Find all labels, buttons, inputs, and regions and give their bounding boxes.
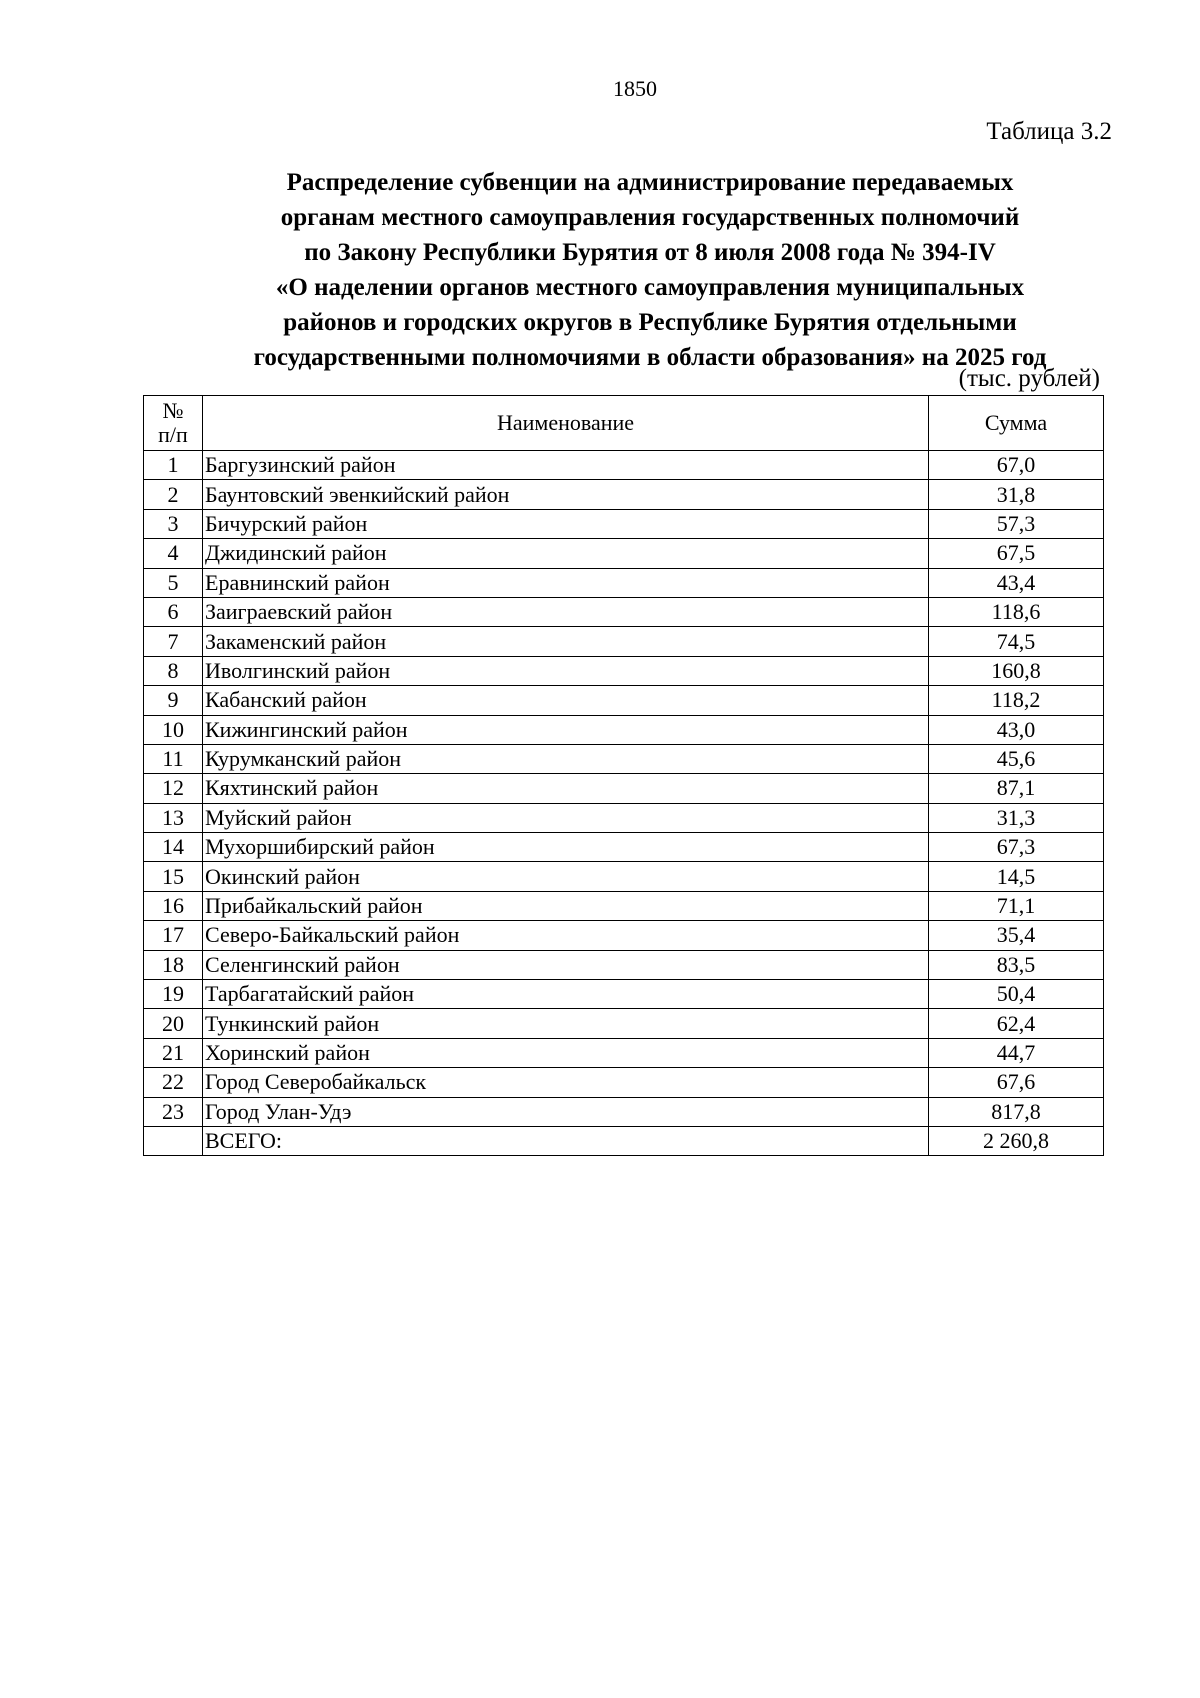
table-row [144,656,1104,685]
table-row [144,509,1104,538]
table-row [144,686,1104,715]
table-row [144,627,1104,656]
table-row [144,1038,1104,1067]
row-num: 6 [144,597,203,626]
row-name: Баунтовский эвенкийский район [203,480,929,509]
header-num [144,396,203,451]
table-row [144,862,1104,891]
row-sum: 118,2 [929,686,1104,715]
total-sum: 2 260,8 [929,1126,1104,1155]
row-sum: 67,6 [929,1068,1104,1097]
title-line: Распределение субвенции на администрирование передаваемых [286,169,1014,196]
table-row [144,744,1104,773]
table-total-row [144,1126,1104,1155]
row-num: 18 [144,950,203,979]
row-sum: 817,8 [929,1097,1104,1126]
table-row [144,774,1104,803]
row-num: 20 [144,1009,203,1038]
row-name: Окинский район [203,862,929,891]
row-name: Курумканский район [203,744,929,773]
row-num: 17 [144,921,203,950]
table-row [144,715,1104,744]
table-row [144,1068,1104,1097]
row-num: 16 [144,891,203,920]
row-name: Тункинский район [203,1009,929,1038]
row-sum: 43,4 [929,568,1104,597]
row-sum: 44,7 [929,1038,1104,1067]
row-name: Хоринский район [203,1038,929,1067]
row-sum: 35,4 [929,921,1104,950]
row-num: 7 [144,627,203,656]
header-num-line1: № [162,398,184,423]
row-num: 12 [144,774,203,803]
table-row [144,803,1104,832]
total-num [144,1126,203,1155]
document-title [150,165,1150,375]
table-row [144,597,1104,626]
row-sum: 74,5 [929,627,1104,656]
subvention-table [143,395,1104,1156]
row-name: Прибайкальский район [203,891,929,920]
row-num: 10 [144,715,203,744]
row-name: Баргузинский район [203,451,929,480]
title-line: районов и городских округов в Республике Бурятия отдельными [283,309,1017,336]
table-row [144,539,1104,568]
table-header-row [144,396,1104,451]
row-name: Кижингинский район [203,715,929,744]
row-sum: 67,0 [929,451,1104,480]
row-num: 9 [144,686,203,715]
row-sum: 67,5 [929,539,1104,568]
row-sum: 50,4 [929,980,1104,1009]
row-num: 23 [144,1097,203,1126]
row-num: 5 [144,568,203,597]
title-line: органам местного самоуправления государственных полномочий [280,204,1020,231]
total-name: ВСЕГО: [203,1126,929,1155]
title-line: «О наделении органов местного самоуправления муниципальных [275,274,1025,301]
row-name: Тарбагатайский район [203,980,929,1009]
row-num: 14 [144,833,203,862]
row-sum: 14,5 [929,862,1104,891]
header-name: Наименование [203,396,929,451]
table-row [144,980,1104,1009]
row-num: 1 [144,451,203,480]
row-num: 21 [144,1038,203,1067]
header-sum: Сумма [929,396,1104,451]
table-row [144,833,1104,862]
row-name: Кабанский район [203,686,929,715]
row-name: Закаменский район [203,627,929,656]
row-sum: 83,5 [929,950,1104,979]
row-sum: 87,1 [929,774,1104,803]
row-sum: 45,6 [929,744,1104,773]
table-row [144,1009,1104,1038]
table-row [144,950,1104,979]
row-sum: 31,8 [929,480,1104,509]
row-sum: 160,8 [929,656,1104,685]
row-name: Муйский район [203,803,929,832]
row-name: Город Улан-Удэ [203,1097,929,1126]
row-num: 19 [144,980,203,1009]
row-num: 3 [144,509,203,538]
row-name: Заиграевский район [203,597,929,626]
row-name: Северо-Байкальский район [203,921,929,950]
page-number: 1850 [613,76,657,101]
row-name: Иволгинский район [203,656,929,685]
row-name: Еравнинский район [203,568,929,597]
title-line: государственными полномочиями в области образования» на 2025 год [253,344,1047,371]
table-row [144,891,1104,920]
row-sum: 62,4 [929,1009,1104,1038]
header-num-line2: п/п [158,422,188,447]
row-sum: 118,6 [929,597,1104,626]
row-name: Кяхтинский район [203,774,929,803]
table-row [144,568,1104,597]
row-sum: 71,1 [929,891,1104,920]
row-sum: 43,0 [929,715,1104,744]
title-line: по Закону Республики Бурятия от 8 июля 2008 года № 394-IV [304,239,996,266]
units-note: (тыс. рублей) [958,365,1100,392]
row-num: 4 [144,539,203,568]
row-num: 11 [144,744,203,773]
row-num: 13 [144,803,203,832]
row-num: 8 [144,656,203,685]
row-num: 22 [144,1068,203,1097]
row-name: Мухоршибирский район [203,833,929,862]
row-name: Селенгинский район [203,950,929,979]
row-num: 15 [144,862,203,891]
table-row [144,451,1104,480]
row-sum: 57,3 [929,509,1104,538]
row-num: 2 [144,480,203,509]
table-label: Таблица 3.2 [986,118,1112,145]
row-name: Бичурский район [203,509,929,538]
row-sum: 31,3 [929,803,1104,832]
table-body [144,451,1104,1156]
row-name: Джидинский район [203,539,929,568]
table-row [144,921,1104,950]
table-row [144,480,1104,509]
row-sum: 67,3 [929,833,1104,862]
row-name: Город Северобайкальск [203,1068,929,1097]
table-row [144,1097,1104,1126]
